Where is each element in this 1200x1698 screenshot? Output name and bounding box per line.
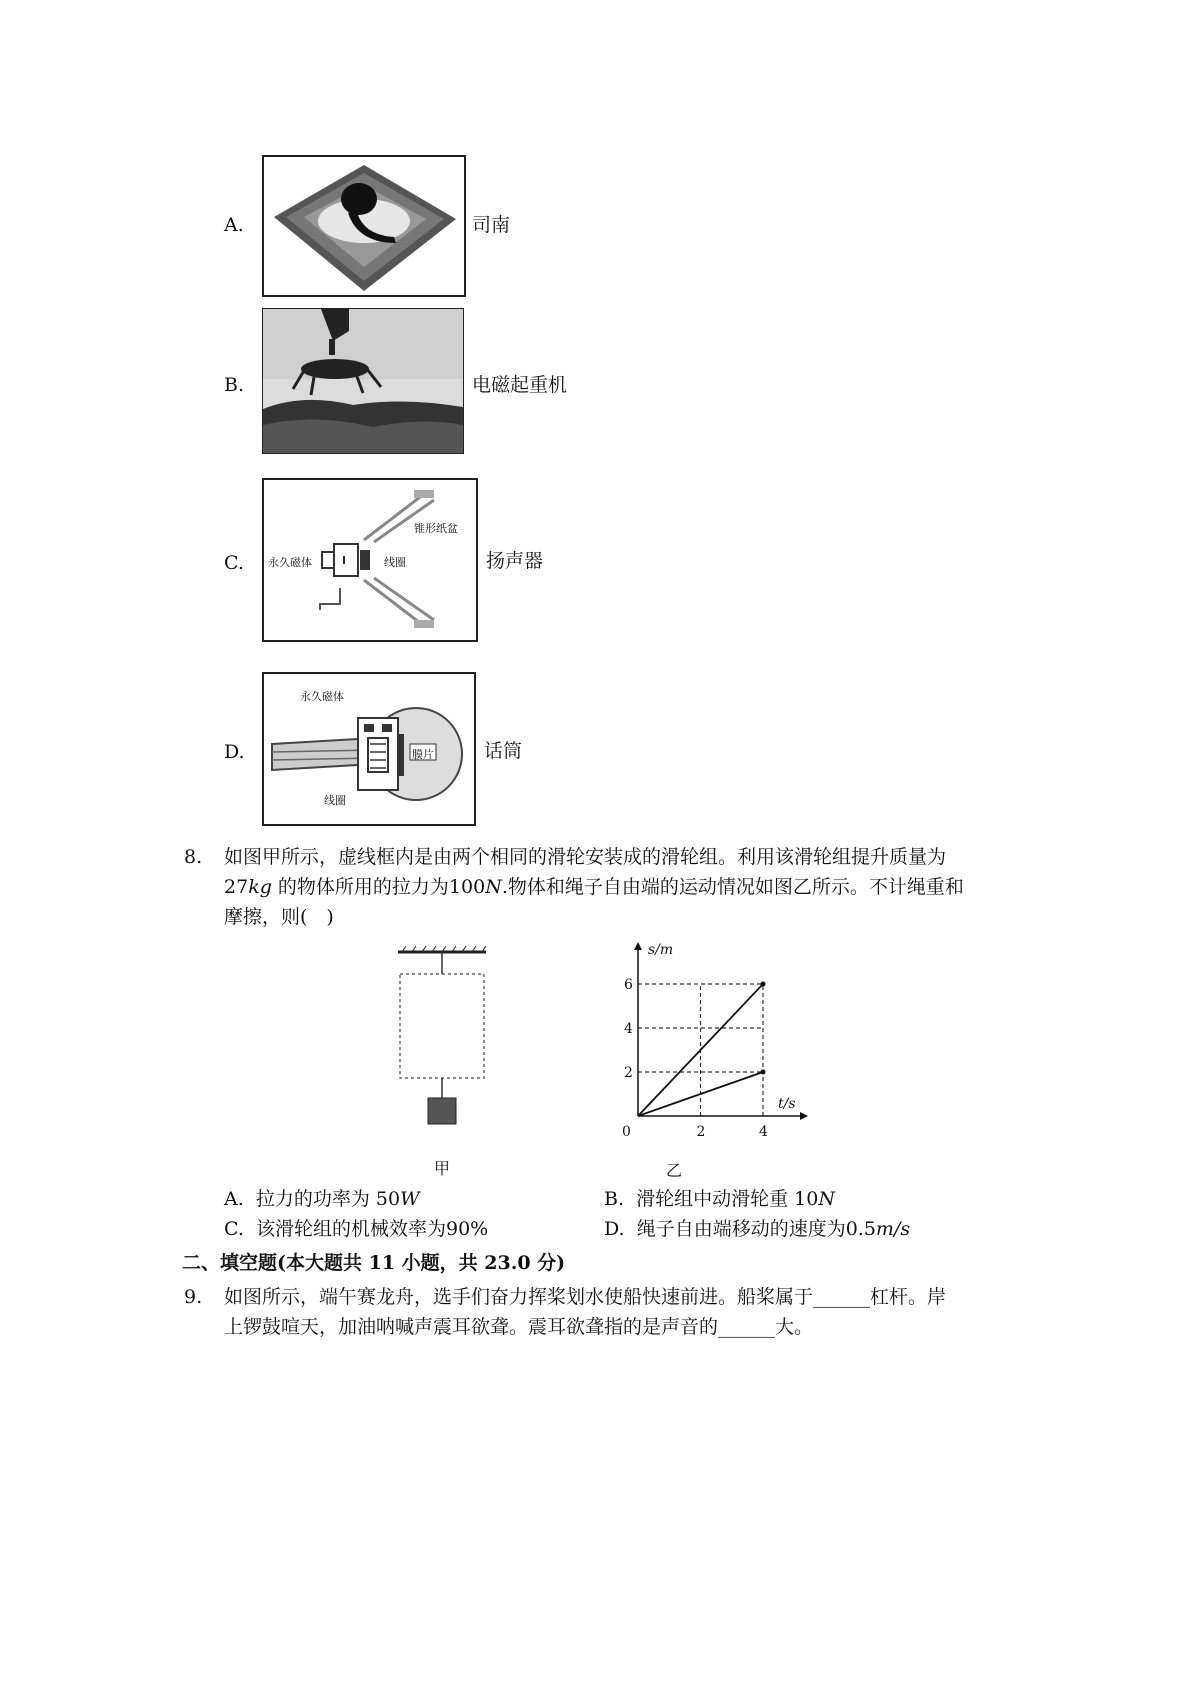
y-tick-label: 4	[624, 1021, 633, 1037]
speaker-label-magnet: 永久磁体	[268, 556, 312, 569]
speaker-label-coil: 线圈	[384, 556, 406, 569]
option-unit: W	[400, 1188, 420, 1210]
s-t-chart	[618, 936, 818, 1146]
speaker-diagram-icon	[262, 478, 478, 642]
option-letter: B.	[604, 1188, 625, 1210]
q8-option-b	[604, 1184, 835, 1214]
line-2-part-c: .物体和绳子自由端的运动情况如图乙所示。不计绳重和	[501, 876, 964, 898]
option-letter: D.	[604, 1218, 625, 1240]
option-letter: A.	[224, 1188, 244, 1210]
question-number: 9.	[184, 1286, 203, 1308]
y-axis-label: s/m	[648, 942, 674, 958]
option-text: 该滑轮组的机械效率为90%	[256, 1218, 489, 1240]
mass-value: 27	[224, 876, 249, 898]
option-caption: 司南	[472, 214, 511, 236]
option-letter: A.	[224, 214, 244, 236]
x-tick-label: 2	[696, 1124, 706, 1140]
option-unit: m/s	[875, 1218, 911, 1240]
y-tick-label: 6	[624, 977, 633, 993]
x-axis-label: t/s	[778, 1096, 796, 1112]
q8-option-a	[224, 1184, 420, 1214]
x-axis-arrow	[800, 1112, 808, 1120]
mass-unit: kg	[248, 876, 272, 898]
pulley-figure	[390, 946, 500, 1136]
mic-label-magnet: 永久磁体	[300, 690, 344, 703]
mic-label-diaphragm: 膜片	[412, 748, 434, 761]
question-text-line-1: 如图甲所示，虚线框内是由两个相同的滑轮安装成的滑轮组。利用该滑轮组提升质量为	[224, 846, 947, 868]
compass-spoon-photo-icon	[262, 155, 466, 297]
origin-label: 0	[622, 1124, 631, 1140]
force-unit: N	[485, 876, 502, 898]
s-t-chart-svg	[618, 936, 818, 1146]
speaker-label-cone: 锥形纸盆	[414, 522, 458, 535]
crane-photo-icon	[262, 308, 464, 454]
option-caption: 电磁起重机	[472, 374, 568, 396]
line-2-part-b: 的物体所用的拉力为100	[271, 876, 486, 898]
x-tick-label: 4	[759, 1124, 768, 1140]
y-tick-label: 2	[624, 1065, 633, 1081]
option-letter: C.	[224, 1218, 244, 1240]
option-letter: C.	[224, 552, 244, 574]
question-text-line-3: 摩擦，则( )	[224, 906, 334, 928]
mic-label-coil: 线圈	[324, 794, 346, 807]
question-text-line-2: 上锣鼓喧天，加油呐喊声震耳欲聋。震耳欲聋指的是声音的______大。	[224, 1316, 814, 1338]
section-heading: 二、填空题(本大题共 11 小题，共 23.0 分)	[182, 1252, 566, 1274]
option-text: 滑轮组中动滑轮重 10	[636, 1188, 819, 1210]
option-caption: 扬声器	[486, 550, 544, 572]
option-caption: 话筒	[484, 740, 523, 762]
q8-option-c	[224, 1214, 488, 1244]
question-text-line-1: 如图所示，端午赛龙舟，选手们奋力挥桨划水使船快速前进。船桨属于______杠杆。岸	[224, 1286, 947, 1308]
q8-option-d	[604, 1214, 910, 1244]
question-text-line-2	[224, 872, 964, 902]
microphone-diagram-icon	[262, 672, 476, 826]
figure-caption-left: 甲	[434, 1159, 451, 1178]
option-letter: B.	[224, 374, 245, 396]
option-text: 绳子自由端移动的速度为0.5	[636, 1218, 876, 1240]
question-number: 8.	[184, 846, 203, 868]
option-unit: N	[818, 1188, 835, 1210]
option-letter: D.	[224, 741, 245, 763]
y-axis-arrow	[634, 942, 642, 950]
series-end-point	[761, 1070, 766, 1075]
option-text: 拉力的功率为 50	[255, 1188, 401, 1210]
figure-caption-right: 乙	[666, 1161, 683, 1180]
series-end-point	[761, 982, 766, 987]
